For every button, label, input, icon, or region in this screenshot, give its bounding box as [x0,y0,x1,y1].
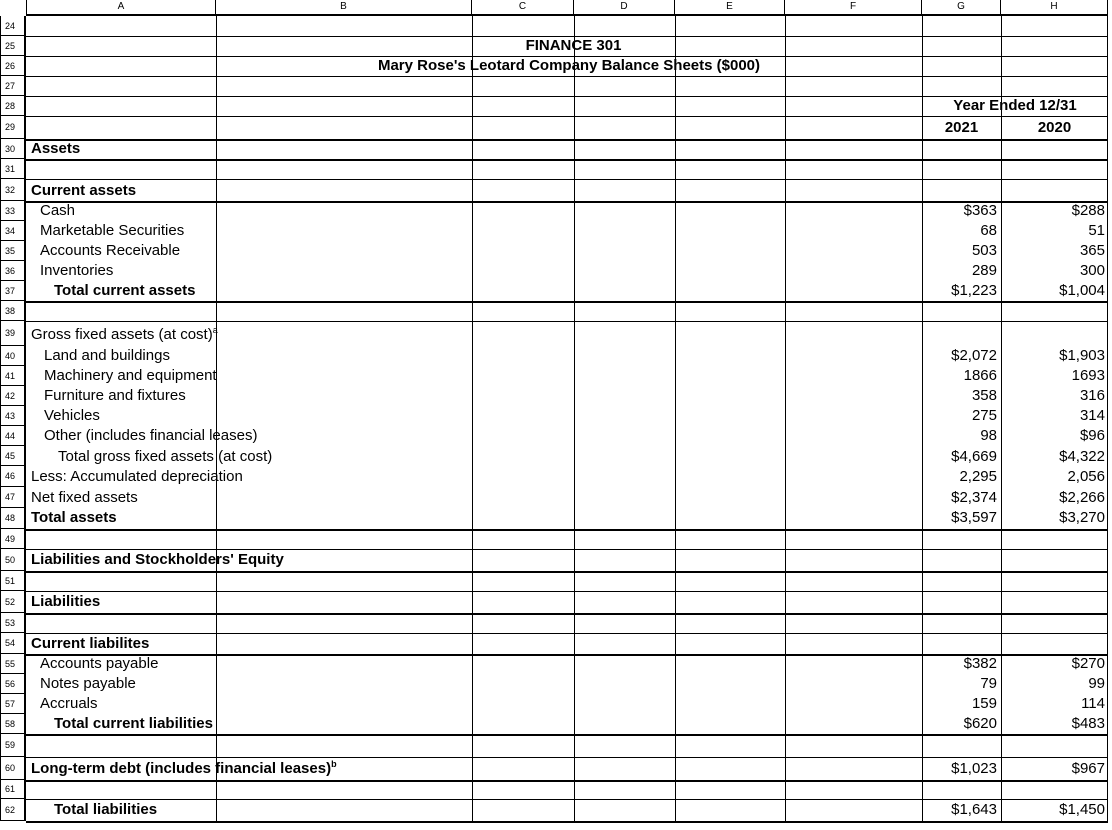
row-header-29[interactable]: 29 [0,116,26,139]
value-2021-furniture[interactable]: 358 [971,387,997,404]
grid-line [26,529,1108,531]
value-2020-total-current-liab[interactable]: $483 [1071,715,1105,732]
value-2020-other[interactable]: $96 [1079,427,1105,444]
value-2020-depreciation[interactable]: 2,056 [1067,468,1105,485]
row-header-54[interactable]: 54 [0,633,26,654]
row-header-41[interactable]: 41 [0,366,26,386]
label-liabilities-equity[interactable]: Liabilities and Stockholders' Equity [31,551,284,568]
grid-line [26,76,1108,77]
row-header-52[interactable]: 52 [0,591,26,613]
label-land-buildings[interactable]: Land and buildings [44,347,170,364]
value-2020-inventories[interactable]: 300 [1079,262,1105,279]
value-2021-land[interactable]: $2,072 [951,347,997,364]
value-2020-total-current-assets[interactable]: $1,004 [1059,282,1105,299]
value-2020-total-liab[interactable]: $1,450 [1059,801,1105,818]
row-header-38[interactable]: 38 [0,301,26,321]
row-header-27[interactable]: 27 [0,76,26,96]
value-2021-cash[interactable]: $363 [963,202,997,219]
row-header-28[interactable]: 28 [0,96,26,116]
value-2021-inventories[interactable]: 289 [971,262,997,279]
value-2020-net-fixed[interactable]: $2,266 [1059,489,1105,506]
grid-line [26,757,1108,758]
grid-line [26,571,1108,573]
value-2020-furniture[interactable]: 316 [1079,387,1105,404]
row-header-49[interactable]: 49 [0,529,26,549]
row-header-44[interactable]: 44 [0,426,26,446]
value-2020-vehicles[interactable]: 314 [1079,407,1105,424]
row-header-47[interactable]: 47 [0,487,26,508]
value-2021-total-gross[interactable]: $4,669 [951,448,997,465]
row-header-61[interactable]: 61 [0,780,26,799]
value-2020-marketable[interactable]: 51 [1088,222,1105,239]
label-accounts-receivable[interactable]: Accounts Receivable [40,242,181,259]
grid-line [26,159,1108,161]
grid-line [26,633,1108,634]
year-2021-header[interactable]: 2021 [944,119,979,136]
value-2021-notes[interactable]: 79 [980,675,997,692]
value-2021-total-assets[interactable]: $3,597 [951,509,997,526]
label-vehicles[interactable]: Vehicles [44,407,100,424]
footnote-b: b [331,759,337,769]
label-accounts-payable[interactable]: Accounts payable [40,655,159,672]
value-2021-depreciation[interactable]: 2,295 [959,468,997,485]
sheet-subtitle[interactable]: Mary Rose's Leotard Company Balance Sheets ($000) [377,57,761,74]
column-header-g[interactable]: G [922,0,1001,16]
value-2021-vehicles[interactable]: 275 [971,407,997,424]
row-header-46[interactable]: 46 [0,466,26,487]
row-header-33[interactable]: 33 [0,201,26,221]
value-2021-receivable[interactable]: 503 [971,242,997,259]
label-total-assets[interactable]: Total assets [31,509,117,526]
label-long-term-debt-text: Long-term debt (includes financial leases) [31,760,332,777]
row-header-59[interactable]: 59 [0,734,26,757]
row-header-24[interactable]: 24 [0,16,26,36]
label-gross-fixed-assets-text: Gross fixed assets (at cost) [31,326,213,343]
value-2021-other[interactable]: 98 [980,427,997,444]
label-current-assets[interactable]: Current assets [31,182,137,199]
row-header-26[interactable]: 26 [0,56,26,76]
row-header-37[interactable]: 37 [0,281,26,301]
value-2021-marketable[interactable]: 68 [980,222,997,239]
label-total-current-liabilities[interactable]: Total current liabilities [54,715,213,732]
value-2020-notes[interactable]: 99 [1088,675,1105,692]
row-header-50[interactable]: 50 [0,549,26,571]
value-2020-total-assets[interactable]: $3,270 [1059,509,1105,526]
grid-line [785,16,786,821]
grid-line [26,301,1108,303]
label-current-liabilities[interactable]: Current liabilites [31,635,150,652]
value-2020-long-term[interactable]: $967 [1071,760,1105,777]
value-2020-total-gross[interactable]: $4,322 [1059,448,1105,465]
label-net-fixed-assets[interactable]: Net fixed assets [31,489,138,506]
value-2020-cash[interactable]: $288 [1071,202,1105,219]
label-liabilities[interactable]: Liabilities [31,593,101,610]
row-header-56[interactable]: 56 [0,674,26,694]
label-assets[interactable]: Assets [31,140,81,157]
value-2021-accruals[interactable]: 159 [971,695,997,712]
label-cash[interactable]: Cash [40,202,76,219]
label-total-gross-fixed[interactable]: Total gross fixed assets (at cost) [58,448,273,465]
row-header-40[interactable]: 40 [0,346,26,366]
value-2021-net-fixed[interactable]: $2,374 [951,489,997,506]
label-notes-payable[interactable]: Notes payable [40,675,136,692]
value-2021-payable[interactable]: $382 [963,655,997,672]
row-header-48[interactable]: 48 [0,508,26,529]
column-header-f[interactable]: F [785,0,922,16]
column-header-b[interactable]: B [216,0,472,16]
label-accumulated-depreciation[interactable]: Less: Accumulated depreciation [31,468,243,485]
row-header-36[interactable]: 36 [0,261,26,281]
row-header-42[interactable]: 42 [0,386,26,406]
value-2020-receivable[interactable]: 365 [1079,242,1105,259]
grid-line [26,613,1108,615]
grid-line [26,734,1108,736]
row-header-55[interactable]: 55 [0,654,26,674]
grid-line [26,179,1108,180]
grid-line [26,591,1108,592]
row-header-31[interactable]: 31 [0,159,26,179]
label-gross-fixed-assets[interactable] [31,325,218,344]
label-accruals[interactable]: Accruals [40,695,98,712]
column-header-h[interactable]: H [1001,0,1108,16]
row-header-53[interactable]: 53 [0,613,26,633]
value-2021-machinery[interactable]: 1866 [963,367,997,384]
row-header-35[interactable]: 35 [0,241,26,261]
grid-line [26,116,1108,117]
value-2020-payable[interactable]: $270 [1071,655,1105,672]
grid-line [26,139,1108,141]
value-2021-total-current-assets[interactable]: $1,223 [951,282,997,299]
column-header-a[interactable]: A [26,0,216,16]
row-header-45[interactable]: 45 [0,446,26,466]
value-2020-land[interactable]: $1,903 [1059,347,1105,364]
footnote-a: a [212,325,218,335]
label-inventories[interactable]: Inventories [40,262,114,279]
row-header-34[interactable]: 34 [0,221,26,241]
value-2021-total-liab[interactable]: $1,643 [951,801,997,818]
row-header-58[interactable]: 58 [0,714,26,734]
grid-line [26,780,1108,782]
grid-line [472,16,473,821]
row-header-39[interactable]: 39 [0,321,26,346]
label-other[interactable]: Other (includes financial leases) [44,427,258,444]
label-marketable-securities[interactable]: Marketable Securities [40,222,185,239]
row-header-30[interactable]: 30 [0,139,26,159]
year-ended-header[interactable]: Year Ended 12/31 [953,97,1077,114]
year-2020-header[interactable]: 2020 [1037,119,1072,136]
column-header-c[interactable]: C [472,0,574,16]
grid-line [675,16,676,821]
value-2021-long-term[interactable]: $1,023 [951,760,997,777]
value-2021-total-current-liab[interactable]: $620 [963,715,997,732]
grid-line [216,16,217,821]
label-long-term-debt[interactable] [31,759,337,778]
sheet-title[interactable]: FINANCE 301 [525,37,622,54]
row-header-60[interactable]: 60 [0,757,26,780]
label-furniture[interactable]: Furniture and fixtures [44,387,186,404]
column-header-e[interactable]: E [675,0,785,16]
row-header-32[interactable]: 32 [0,179,26,201]
grid-line [26,821,1108,823]
row-header-43[interactable]: 43 [0,406,26,426]
grid-line [26,321,1108,322]
row-header-62[interactable]: 62 [0,799,26,821]
row-header-25[interactable]: 25 [0,36,26,56]
row-header-57[interactable]: 57 [0,694,26,714]
label-machinery[interactable]: Machinery and equipment [44,367,217,384]
row-header-51[interactable]: 51 [0,571,26,591]
label-total-current-assets[interactable]: Total current assets [54,282,196,299]
value-2020-machinery[interactable]: 1693 [1071,367,1105,384]
label-total-liabilities[interactable]: Total liabilities [54,801,158,818]
column-header-d[interactable]: D [574,0,675,16]
value-2020-accruals[interactable]: 114 [1081,695,1105,712]
grid-line [574,16,575,821]
